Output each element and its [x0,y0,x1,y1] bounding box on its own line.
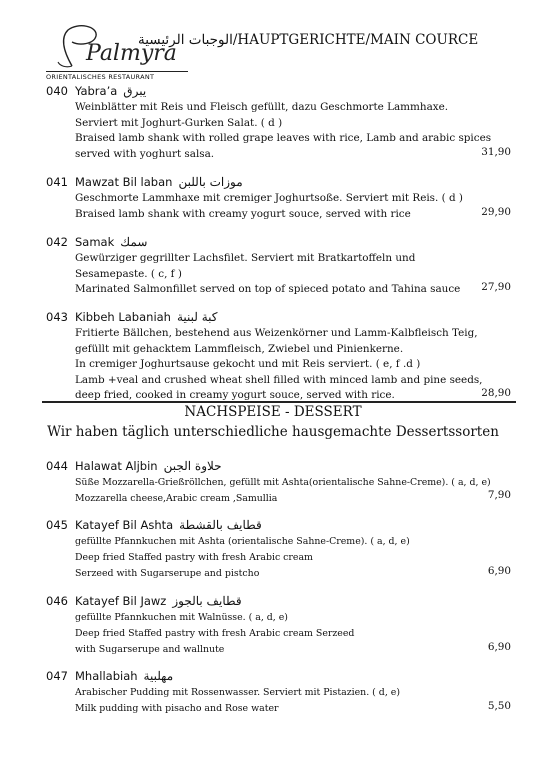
item-arabic-name: قطايف بالقشطة [179,518,262,532]
item-arabic-name: سمك [120,235,148,249]
menu-item-045 [46,516,516,582]
item-name: Katayef Bil Jawz [75,594,167,608]
logo-subtitle: ORIENTALISCHES RESTAURANT [46,71,188,81]
logo-script-text: Palmyra [86,41,177,66]
item-description-line: Sesamepaste. ( c, f ) [75,267,182,280]
item-description-line: Milk pudding with pisacho and Rose water [75,703,279,714]
item-description-line: gefüllt mit gehacktem Lammfleisch, Zwiebel und Pinienkerne. [75,342,404,355]
item-description-line: Weinblätter mit Reis und Fleisch gefüllt, dazu Geschmorte Lammhaxe. [75,101,449,113]
item-description-line: Lamb +veal and crushed wheat shell filled with minced lamb and pine seeds, [75,373,483,386]
item-number: 042 [46,235,68,249]
item-description-line: Gewürziger gegrillter Lachsfilet. Serviert mit Bratkartoffeln und [75,252,416,264]
item-name: Yabra’a [75,84,118,98]
item-name: Mawzat Bil laban [75,175,173,189]
menu-item-046 [46,592,516,658]
item-description-line: Mozzarella cheese,Arabic cream ,Samullia [75,493,278,504]
menu-item-042 [46,233,516,298]
section-divider [42,401,516,403]
item-price: 28,90 [481,387,511,399]
item-description-line: Arabischer Pudding mit Rossenwasser. Serviert mit Pistazien. ( d, e) [75,687,400,698]
item-arabic-name: مهلبية [143,669,174,683]
item-name: Katayef Bil Ashta [75,518,174,532]
item-arabic-name: موزات باللبن [178,175,243,189]
item-description-line: served with yoghurt salsa. [75,147,215,160]
item-price: 6,90 [487,565,511,577]
menu-item-040 [46,82,516,162]
item-description-line: In cremiger Joghurtsause gekocht und mit Reis serviert. ( e, f .d ) [75,358,421,371]
item-description-line: Braised lamb shank with rolled grape leaves with rice, Lamb and arabic spices [75,132,492,145]
item-price: 7,90 [487,489,511,501]
item-description-line: Süße Mozzarella-Grießröllchen, gefüllt mit Ashta(orientalische Sahne-Creme). ( a, d, e) [75,477,491,488]
item-arabic-name: يبرق [123,84,147,98]
item-description-line: with Sugarserupe and wallnute [75,644,225,655]
item-price: 27,90 [481,281,511,293]
item-name: Kibbeh Labaniah [75,310,171,324]
item-number: 046 [46,594,68,608]
menu-item-043 [46,308,516,404]
item-number: 044 [46,459,68,473]
item-price: 6,90 [487,641,511,653]
item-description-line: Fritierte Bällchen, bestehend aus Weizenkörner und Lamm-Kalbfleisch Teig, [75,327,478,339]
item-description-line: Serzeed with Sugarserupe and pistcho [75,568,260,579]
item-description-line: gefüllte Pfannkuchen mit Walnüsse. ( a, d, e) [75,612,288,623]
item-number: 043 [46,310,68,324]
item-number: 041 [46,175,68,189]
item-description-line: Geschmorte Lammhaxe mit cremiger Joghurtsoße. Serviert mit Reis. ( d ) [75,192,463,204]
item-description-line: gefüllte Pfannkuchen mit Ashta (orientalische Sahne-Creme). ( a, d, e) [75,536,410,547]
menu-item-047 [46,667,516,717]
item-number: 047 [46,669,68,683]
section-title-main-course: الوجبات الرئيسية/HAUPTGERICHTE/MAIN COURCE [138,32,479,48]
item-description-line: deep fried, cooked in creamy yogurt souce, served with rice. [75,389,395,402]
menu-item-044 [46,457,516,507]
item-name: Halawat Aljbin [75,459,158,473]
item-description-line: Deep fried Staffed pastry with fresh Arabic cream Serzeed [75,628,355,639]
item-number: 040 [46,84,68,98]
item-arabic-name: كبة لبنية [176,310,218,324]
item-description-line: Braised lamb shank with creamy yogurt souce, served with rice [75,207,411,220]
item-description-line: Deep fried Staffed pastry with fresh Arabic cream [75,552,313,563]
item-price: 31,90 [481,146,511,158]
item-description-line: Marinated Salmonfillet served on top of spieced potato and Tahina sauce [75,283,461,296]
item-description-line: Serviert mit Joghurt-Gurken Salat. ( d ) [75,116,283,129]
item-price: 29,90 [481,206,511,218]
menu-item-041 [46,173,516,222]
item-arabic-name: قطايف بالجوز [172,594,242,608]
item-arabic-name: حلاوة الجبن [163,459,222,473]
dessert-section-subtitle: Wir haben täglich unterschiedliche hausgemachte Dessertssorten [47,424,499,440]
item-price: 5,50 [487,700,511,712]
item-number: 045 [46,518,68,532]
item-name: Samak [75,235,115,249]
dessert-section-title: NACHSPEISE - DESSERT [184,404,362,420]
item-name: Mhallabiah [75,669,138,683]
